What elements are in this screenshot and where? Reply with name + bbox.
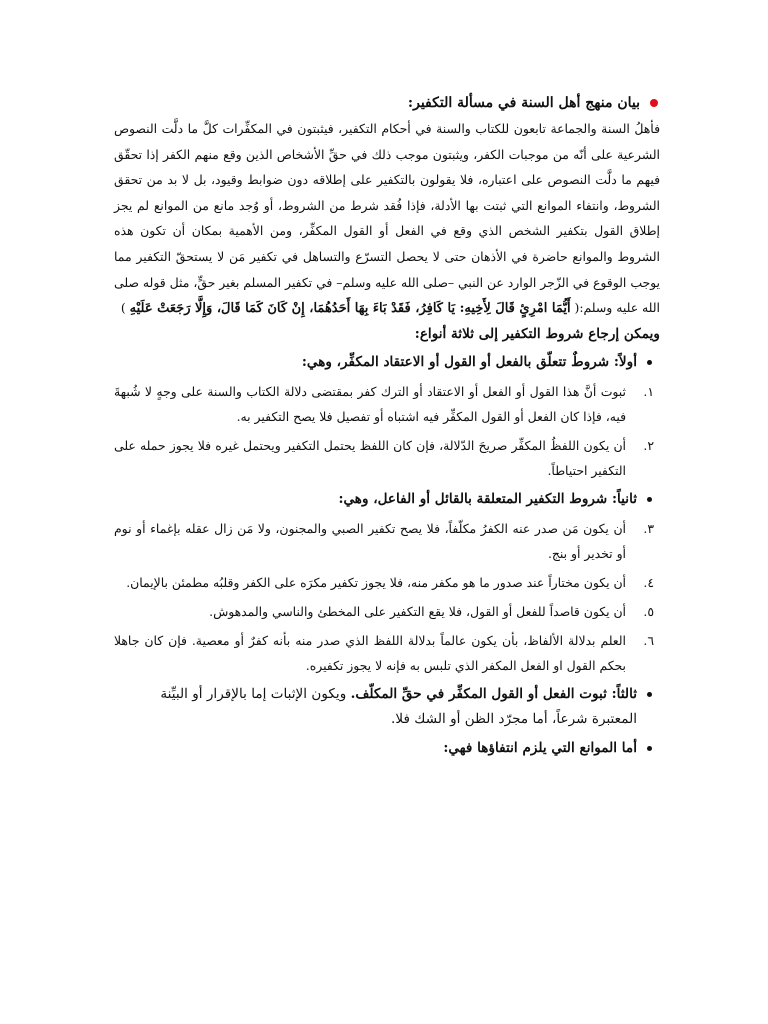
item-text: ثبوت أنَّ هذا القول أو الفعل أو الاعتقاد أو الترك كفر بمقتضى دلالة الكتاب والسنة على وجهٍ لا شُبهةَ فيه، فإذا كان الفعل أو القول المكفِّر فيه اشتباه أو تفصيل فلا يصح التكفير به. [114, 383, 626, 424]
section-heading [114, 92, 660, 114]
intro-paragraph [114, 116, 660, 322]
first-category-list [114, 379, 660, 483]
item-number: ٥. [643, 603, 654, 619]
list-item [114, 516, 654, 566]
list-item [114, 570, 654, 595]
second-category-bullet [114, 487, 652, 512]
list-item [114, 599, 654, 624]
first-category-bullet [114, 350, 652, 375]
item-number: ٦. [643, 632, 654, 648]
third-category-detail: ويكون الإثبات إما بالإقرار أو البيِّنة المعتبرة شرعاً، أما مجرّد الظن أو الشك فلا. [160, 685, 637, 727]
impediments-title: أما الموانع التي يلزم انتفاؤها فهي: [443, 739, 637, 756]
item-number: ٤. [643, 574, 654, 590]
first-category-title: أولاً: شروطٌ تتعلّق بالفعل أو القول أو الاعتقاد المكفِّر، وهي: [301, 353, 637, 370]
item-text: أن يكون اللفظُ المكفِّر صريحَ الدّلالة، فإن كان اللفظ يحتمل التكفير ويحتمل غيره فلا يجوز حمله على التكفير احتياطاً. [114, 437, 626, 478]
list-item [114, 628, 654, 678]
item-text: العلم بدلالة الألفاظ، بأن يكون عالماً بدلالة اللفظ الذي صدر منه بأنه كفرٌ أو معصية. فإن كان جاهلا بحكم القول او الفعل المكفر الذي تلبس به فإنه لا يجوز تكفيره. [114, 632, 626, 673]
item-text: أن يكون مختاراً عند صدور ما هو مكفر منه، فلا يجوز تكفير مكرَه على الكفر وقلبُه مطمئن بالإيمان. [126, 574, 626, 590]
bullet-icon [647, 497, 652, 502]
bullet-icon [647, 360, 652, 365]
third-category-text [114, 682, 637, 732]
item-text: أن يكون قاصداً للفعل أو القول، فلا يقع التكفير على المخطئ والناسي والمدهوش. [209, 603, 626, 619]
intro-text: فأهلُ السنة والجماعة تابعون للكتاب والسنة في أحكام التكفير، فيثبتون في المكفِّرات كلَّ ما دلَّت النصوص الشرعية على أنّه من موجبات الكفر، ويثبتون موجب ذلك في حقِّ الأشخاص الذين وقع منهم الكفر إذا تحقّق فيهم ما دلَّت النصوص على اعتباره، فلا يقولون بالتكفير على إطلاقه دون ضوابط وقيود، بل لا بد من تحقق الشروط، وانتفاء الموانع التي ثبتت بها الأدلة، فإذا فُقد شرط من الشروط، أو وُجد مانع من الموانع لم يجز إطلاق القول بتكفير الشخص الذي وقع في الفعل أو القول المكفِّر، ومن الأهمية بمكان أن تكون هذه الشروط والموانع حاضرة في الأذهان حتى لا يحصل التسرّع والتساهل في تكفير مَن لا يستحقّ التكفير مما يوجب الوقوع في الزّجر الوارد عن النبي –صلى الله عليه وسلم– في تكفير المسلم بغير حقٍّ، مثل قوله صلى الله عليه وسلم:( [114, 121, 660, 316]
bullet-icon [647, 692, 652, 697]
item-text: أن يكون مَن صدر عنه الكفرُ مكلّفاً، فلا يصح تكفير الصبي والمجنون، ولا مَن زال عقله بإغماء أو نوم أو تخدير أو بنج. [114, 520, 626, 561]
item-number: ٢. [643, 437, 654, 453]
item-number: ٣. [643, 520, 654, 536]
third-category-bullet [114, 682, 652, 732]
bullet-icon [647, 746, 652, 751]
list-item [114, 433, 654, 483]
second-category-title: ثانياً: شروط التكفير المتعلقة بالقائل أو الفاعل، وهي: [338, 490, 637, 507]
list-item [114, 379, 654, 429]
hadith-quote: أَيُّمَا امْرِئٍ قَالَ لِأَخِيهِ: يَا كَافِرُ، فَقَدْ بَاءَ بِهَا أَحَدُهُمَا، إِنْ كَانَ كَمَا قَالَ، وَإِلَّا رَجَعَتْ عَلَيْهِ [129, 301, 571, 317]
impediments-bullet [114, 736, 652, 761]
conditions-subheading: ويمكن إرجاع شروط التكفير إلى ثلاثة أنواع: [414, 325, 660, 342]
second-category-list [114, 516, 660, 678]
item-number: ١. [643, 383, 654, 399]
section-heading-text: بيان منهج أهل السنة في مسألة التكفير: [407, 95, 640, 111]
third-category-title: ثالثاً: ثبوت الفعل أو القول المكفِّر في حقِّ المكلّف. [350, 685, 637, 702]
red-bullet-icon [650, 99, 658, 107]
intro-close: ) [120, 300, 126, 316]
